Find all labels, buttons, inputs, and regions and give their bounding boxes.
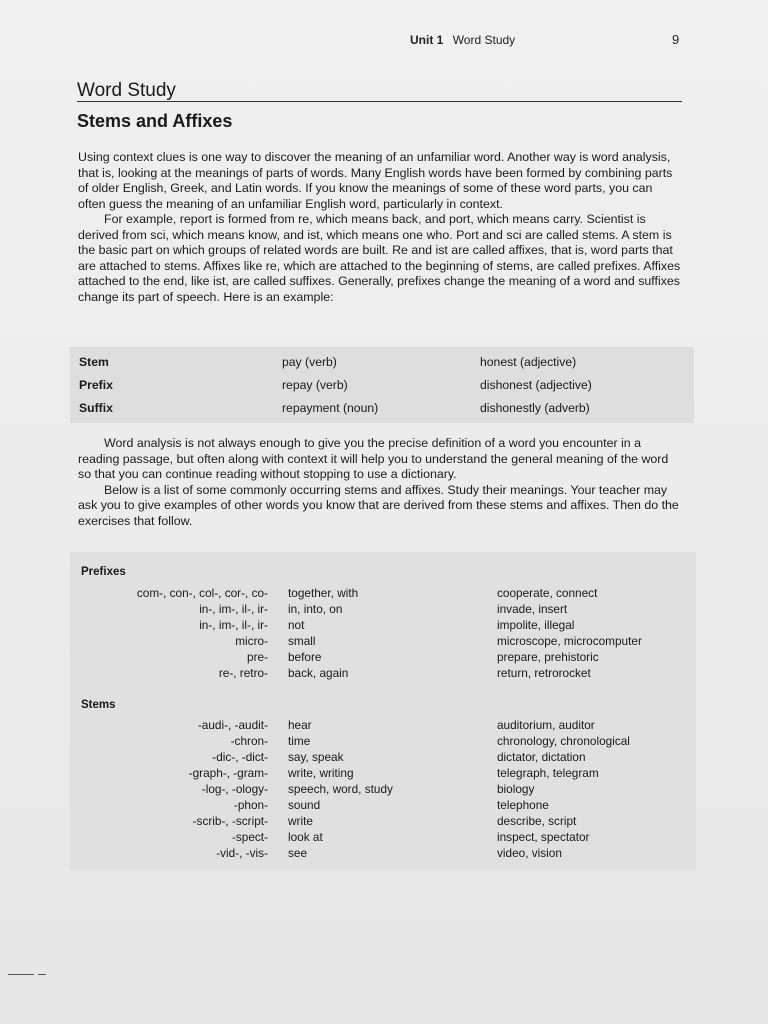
word-examples: dictator, dictation bbox=[497, 750, 586, 764]
list-item bbox=[70, 666, 696, 682]
example-row-stem bbox=[70, 355, 694, 377]
example-row-suffix bbox=[70, 401, 694, 423]
example-paragraph: For example, report is formed from re, which means back, and port, which means carry. Scientist is derived from sci, which means know, and ist, which means one who. Port and sci are called stems. A stem is the basic part on which groups of related words are built. Re and ist are called affixes, that is, word parts that are attached to stems. Affixes like re, which are attached to the beginning of stems, are called prefixes. Affixes attached to the end, like ist, are called suffixes. Generally, prefixes change the meaning of a word and suffixes change its part of speech. Here is an example: bbox=[78, 212, 681, 304]
word-part: re-, retro- bbox=[218, 666, 268, 680]
word-meaning: back, again bbox=[288, 666, 349, 680]
running-head-title: Word Study bbox=[452, 33, 516, 47]
word-meaning: hear bbox=[288, 718, 312, 732]
word-examples: auditorium, auditor bbox=[497, 718, 595, 732]
word-part: -spect- bbox=[231, 830, 268, 844]
example-word: pay (verb) bbox=[282, 355, 337, 369]
example-word: repayment (noun) bbox=[282, 401, 379, 415]
word-examples: video, vision bbox=[497, 846, 562, 860]
instructions-paragraph: Below is a list of some commonly occurring stems and affixes. Study their meanings. Your teacher may ask you to give examples of other words you know that are derived from these stems and affixes. Then do the exercises that follow. bbox=[78, 482, 679, 528]
word-examples: impolite, illegal bbox=[497, 618, 575, 632]
word-part: com-, con-, col-, cor-, co- bbox=[136, 586, 268, 600]
word-meaning: in, into, on bbox=[288, 602, 343, 616]
example-label: Prefix bbox=[79, 378, 113, 392]
word-part: pre- bbox=[247, 650, 268, 664]
word-meaning: write, writing bbox=[288, 766, 354, 780]
list-item bbox=[70, 846, 696, 862]
stems-affixes-list bbox=[70, 552, 696, 870]
word-examples: biology bbox=[497, 782, 535, 796]
analysis-paragraph: Word analysis is not always enough to give you the precise definition of a word you encounter in a reading passage, but often along with context it will help you to understand the general meaning of the word so that you can continue reading without stopping to use a dictionary. bbox=[78, 436, 669, 481]
word-meaning: say, speak bbox=[288, 750, 344, 764]
analysis-text bbox=[78, 436, 682, 529]
unit-label: Unit 1 bbox=[410, 33, 444, 47]
word-part: -chron- bbox=[230, 734, 268, 748]
example-word: dishonest (adjective) bbox=[480, 378, 592, 392]
word-meaning: write bbox=[288, 814, 313, 828]
list-item bbox=[70, 830, 696, 846]
word-part: in-, im-, il-, ir- bbox=[199, 602, 268, 616]
word-examples: cooperate, connect bbox=[497, 586, 598, 600]
word-examples: invade, insert bbox=[497, 602, 568, 616]
word-part: in-, im-, il-, ir- bbox=[199, 618, 268, 632]
list-item bbox=[70, 618, 696, 634]
word-meaning: speech, word, study bbox=[288, 782, 393, 796]
section-divider bbox=[77, 101, 682, 102]
word-part: -audi-, -audit- bbox=[197, 718, 268, 732]
word-part: -scrib-, -script- bbox=[192, 814, 268, 828]
word-part: -log-, -ology- bbox=[201, 782, 268, 796]
word-meaning: together, with bbox=[288, 586, 359, 600]
example-word: dishonestly (adverb) bbox=[480, 401, 590, 415]
word-examples: inspect, spectator bbox=[497, 830, 590, 844]
stems-heading: Stems bbox=[81, 699, 116, 711]
list-item bbox=[70, 634, 696, 650]
list-item bbox=[70, 734, 696, 750]
section-title: Word Study bbox=[77, 80, 176, 101]
word-examples: telephone bbox=[497, 798, 549, 812]
list-item bbox=[70, 586, 696, 602]
prefixes-heading: Prefixes bbox=[81, 566, 126, 578]
word-examples: chronology, chronological bbox=[497, 734, 630, 748]
word-meaning: look at bbox=[288, 830, 323, 844]
subtitle: Stems and Affixes bbox=[77, 111, 233, 131]
word-part: -graph-, -gram- bbox=[188, 766, 268, 780]
example-row-prefix bbox=[70, 378, 694, 400]
list-item bbox=[70, 766, 696, 782]
running-head bbox=[410, 33, 515, 47]
word-part: -dic-, -dict- bbox=[212, 750, 268, 764]
list-item bbox=[70, 750, 696, 766]
example-label: Suffix bbox=[79, 401, 113, 415]
page-number: 9 bbox=[672, 32, 680, 47]
word-part: -vid-, -vis- bbox=[216, 846, 268, 860]
example-word: honest (adjective) bbox=[480, 355, 577, 369]
word-meaning: time bbox=[288, 734, 311, 748]
intro-paragraph: Using context clues is one way to discover the meaning of an unfamiliar word. Another way is word analysis, that is, looking at the meanings of parts of words. Many English words have been formed by combining parts of older English, Greek, and Latin words. If you know the meanings of some of these word parts, you can often guess the meaning of an unfamiliar English word, particularly in context. bbox=[78, 150, 673, 211]
word-examples: telegraph, telegram bbox=[497, 766, 599, 780]
list-item bbox=[70, 718, 696, 734]
intro-text bbox=[78, 150, 682, 305]
word-part: micro- bbox=[235, 634, 268, 648]
word-examples: microscope, microcomputer bbox=[497, 634, 642, 648]
word-meaning: see bbox=[288, 846, 308, 860]
scan-mark bbox=[8, 966, 52, 970]
word-meaning: before bbox=[288, 650, 322, 664]
word-meaning: small bbox=[288, 634, 316, 648]
example-word: repay (verb) bbox=[282, 378, 348, 392]
word-examples: return, retrorocket bbox=[497, 666, 591, 680]
word-meaning: sound bbox=[288, 798, 321, 812]
example-table bbox=[70, 347, 694, 423]
word-part: -phon- bbox=[233, 798, 268, 812]
list-item bbox=[70, 602, 696, 618]
list-item bbox=[70, 798, 696, 814]
word-meaning: not bbox=[288, 618, 305, 632]
word-examples: describe, script bbox=[497, 814, 577, 828]
list-item bbox=[70, 814, 696, 830]
list-item bbox=[70, 650, 696, 666]
word-examples: prepare, prehistoric bbox=[497, 650, 599, 664]
example-label: Stem bbox=[79, 355, 109, 369]
list-item bbox=[70, 782, 696, 798]
